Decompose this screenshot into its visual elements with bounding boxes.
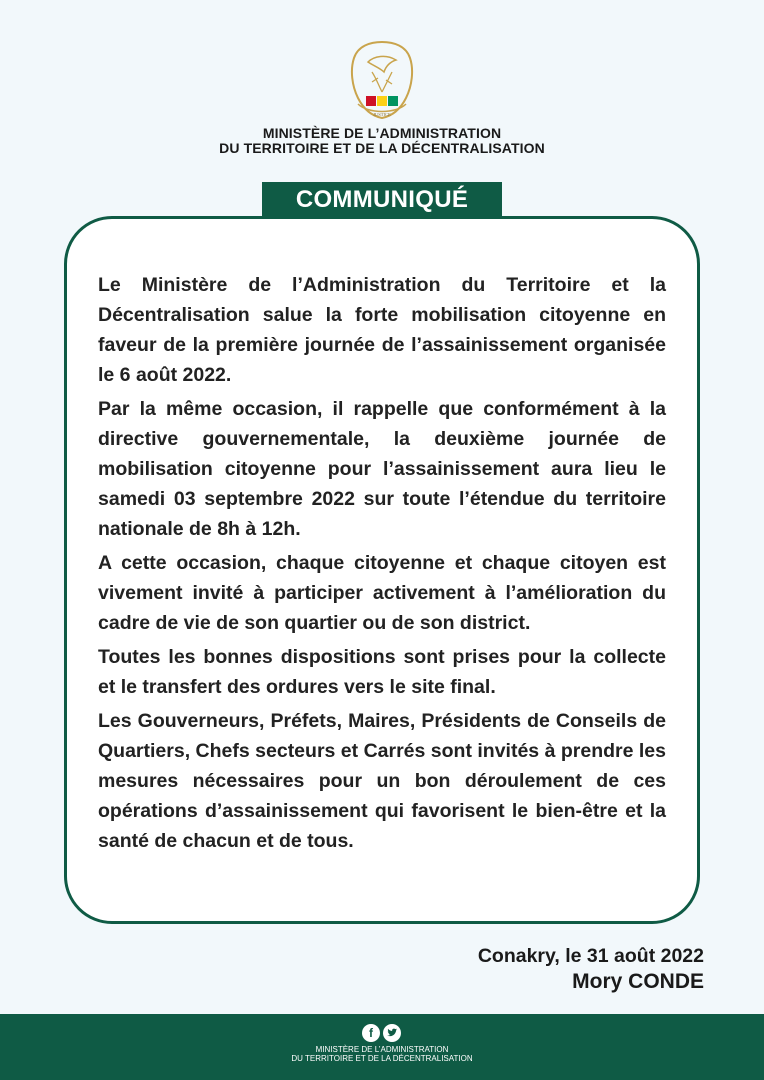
ministry-line-1: MINISTÈRE DE L’ADMINISTRATION	[262, 125, 502, 141]
paragraph-5: Les Gouverneurs, Préfets, Maires, Présidents de Conseils de Quartiers, Chefs secteurs et Carrés sont invités à prendre les mesures nécessaires pour un bon déroulement de ces opérations d’assainissement qui favorisent le bien-être et la santé de chacun et de tous.	[98, 710, 666, 852]
communique-title: COMMUNIQUÉ	[262, 182, 502, 218]
communique-body	[98, 270, 666, 860]
social-links	[362, 1024, 401, 1042]
paragraph-4: Toutes les bonnes dispositions sont prises pour la collecte et le transfert des ordures vers le site final.	[98, 646, 666, 698]
paragraph-1: Le Ministère de l’Administration du Territoire et la Décentralisation salue la forte mobilisation citoyenne en faveur de la première journée de l’assainissement organisée le 6 août 2022.	[98, 274, 666, 386]
emblem-motto: JUSTICE	[373, 112, 391, 117]
ministry-line-2: DU TERRITOIRE ET DE LA DÉCENTRALISATION	[219, 140, 545, 156]
footer-line-1: MINISTÈRE DE L’ADMINISTRATION	[315, 1045, 449, 1054]
paragraph-2: Par la même occasion, il rappelle que conformément à la directive gouvernementale, la deuxième journée de mobilisation citoyenne pour l’assainissement aura lieu le samedi 03 septembre 2022 sur toute l’étendue du territoire nationale de 8h à 12h.	[98, 398, 666, 540]
paragraph-3: A cette occasion, chaque citoyenne et chaque citoyen est vivement invité à participer activement à l’amélioration du cadre de vie de son quartier ou de son district.	[98, 552, 666, 634]
ministry-name	[0, 126, 764, 156]
place-and-date: Conakry, le 31 août 2022	[477, 945, 704, 967]
footer-ministry-name	[0, 1045, 764, 1063]
footer-line-2: DU TERRITOIRE ET DE LA DÉCENTRALISATION	[291, 1054, 473, 1063]
coat-of-arms-icon	[342, 38, 422, 122]
facebook-icon[interactable]: f	[362, 1024, 380, 1042]
twitter-icon[interactable]	[383, 1024, 401, 1042]
signatory-name: Mory CONDE	[572, 970, 704, 993]
